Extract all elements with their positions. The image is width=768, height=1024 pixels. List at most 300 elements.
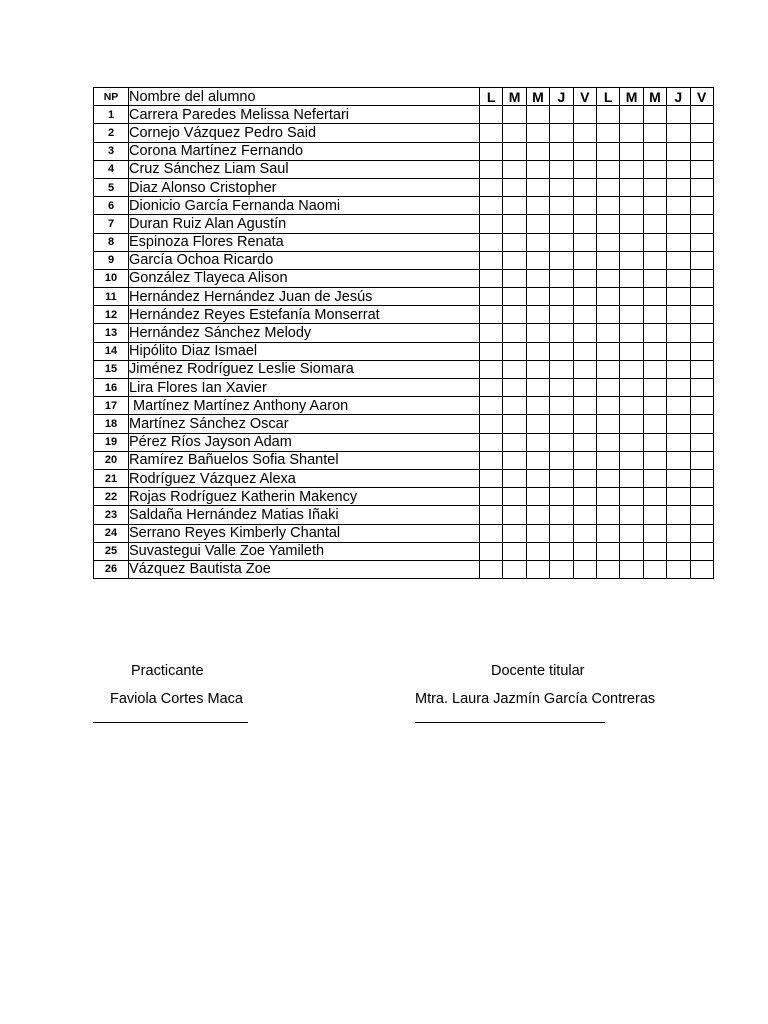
attendance-cell xyxy=(596,506,619,524)
day-header: V xyxy=(573,88,596,106)
attendance-cell xyxy=(503,542,526,560)
attendance-cell xyxy=(690,560,713,578)
attendance-cell xyxy=(643,469,666,487)
attendance-cell xyxy=(667,342,690,360)
attendance-cell xyxy=(667,160,690,178)
attendance-cell xyxy=(643,197,666,215)
table-row xyxy=(94,106,714,124)
attendance-cell xyxy=(573,360,596,378)
attendance-cell xyxy=(526,106,549,124)
row-number: 9 xyxy=(94,251,129,269)
attendance-cell xyxy=(667,324,690,342)
attendance-cell xyxy=(480,178,503,196)
attendance-cell xyxy=(573,469,596,487)
table-row xyxy=(94,306,714,324)
attendance-cell xyxy=(503,178,526,196)
attendance-cell xyxy=(620,451,643,469)
attendance-cell xyxy=(667,142,690,160)
attendance-cell xyxy=(690,215,713,233)
table-row xyxy=(94,197,714,215)
attendance-cell xyxy=(550,288,573,306)
attendance-cell xyxy=(620,433,643,451)
attendance-cell xyxy=(596,197,619,215)
table-body xyxy=(94,106,714,579)
attendance-cell xyxy=(480,415,503,433)
table-row xyxy=(94,178,714,196)
attendance-cell xyxy=(690,251,713,269)
attendance-cell xyxy=(620,106,643,124)
attendance-cell xyxy=(573,160,596,178)
table-row xyxy=(94,469,714,487)
attendance-cell xyxy=(667,524,690,542)
practicante-role-label: Practicante xyxy=(131,663,204,679)
attendance-cell xyxy=(480,379,503,397)
attendance-cell xyxy=(596,451,619,469)
attendance-cell xyxy=(643,360,666,378)
row-number: 24 xyxy=(94,524,129,542)
attendance-cell xyxy=(503,433,526,451)
attendance-cell xyxy=(620,251,643,269)
attendance-cell xyxy=(596,560,619,578)
attendance-cell xyxy=(526,197,549,215)
student-name: García Ochoa Ricardo xyxy=(129,251,480,269)
student-name: Hernández Reyes Estefanía Monserrat xyxy=(129,306,480,324)
attendance-cell xyxy=(643,142,666,160)
row-number: 15 xyxy=(94,360,129,378)
day-header: M xyxy=(643,88,666,106)
attendance-cell xyxy=(690,524,713,542)
attendance-cell xyxy=(620,288,643,306)
attendance-cell xyxy=(643,506,666,524)
attendance-cell xyxy=(573,251,596,269)
attendance-cell xyxy=(667,469,690,487)
student-name: Martínez Martínez Anthony Aaron xyxy=(129,397,480,415)
attendance-cell xyxy=(550,215,573,233)
attendance-cell xyxy=(480,342,503,360)
attendance-cell xyxy=(690,324,713,342)
attendance-cell xyxy=(690,160,713,178)
attendance-cell xyxy=(690,106,713,124)
attendance-cell xyxy=(503,524,526,542)
attendance-cell xyxy=(550,379,573,397)
attendance-cell xyxy=(526,451,549,469)
attendance-cell xyxy=(620,506,643,524)
attendance-cell xyxy=(480,160,503,178)
table-row xyxy=(94,142,714,160)
attendance-cell xyxy=(526,360,549,378)
attendance-cell xyxy=(690,178,713,196)
attendance-cell xyxy=(503,560,526,578)
row-number: 1 xyxy=(94,106,129,124)
student-name: Rodríguez Vázquez Alexa xyxy=(129,469,480,487)
attendance-cell xyxy=(573,106,596,124)
docente-name: Mtra. Laura Jazmín García Contreras xyxy=(415,691,656,707)
attendance-cell xyxy=(690,542,713,560)
table-row xyxy=(94,233,714,251)
attendance-cell xyxy=(526,506,549,524)
attendance-cell xyxy=(503,160,526,178)
attendance-cell xyxy=(550,542,573,560)
attendance-cell xyxy=(596,106,619,124)
attendance-cell xyxy=(550,342,573,360)
attendance-cell xyxy=(643,269,666,287)
table-row xyxy=(94,251,714,269)
attendance-cell xyxy=(690,233,713,251)
attendance-cell xyxy=(526,288,549,306)
attendance-cell xyxy=(690,469,713,487)
attendance-cell xyxy=(550,178,573,196)
attendance-cell xyxy=(596,542,619,560)
attendance-cell xyxy=(667,306,690,324)
student-name: Diaz Alonso Cristopher xyxy=(129,178,480,196)
attendance-cell xyxy=(526,306,549,324)
attendance-cell xyxy=(526,433,549,451)
day-header: M xyxy=(620,88,643,106)
day-header: J xyxy=(550,88,573,106)
attendance-cell xyxy=(643,215,666,233)
student-name: Dionicio García Fernanda Naomi xyxy=(129,197,480,215)
table-row xyxy=(94,451,714,469)
attendance-cell xyxy=(596,215,619,233)
attendance-cell xyxy=(503,288,526,306)
attendance-cell xyxy=(526,488,549,506)
attendance-cell xyxy=(573,178,596,196)
attendance-cell xyxy=(573,560,596,578)
attendance-cell xyxy=(526,524,549,542)
attendance-cell xyxy=(550,506,573,524)
row-number: 13 xyxy=(94,324,129,342)
table-row xyxy=(94,379,714,397)
row-number: 16 xyxy=(94,379,129,397)
attendance-cell xyxy=(573,379,596,397)
row-number: 14 xyxy=(94,342,129,360)
attendance-cell xyxy=(480,306,503,324)
student-name: Rojas Rodríguez Katherin Makency xyxy=(129,488,480,506)
table-row xyxy=(94,160,714,178)
attendance-cell xyxy=(596,342,619,360)
student-name: Saldaña Hernández Matias Iñaki xyxy=(129,506,480,524)
attendance-cell xyxy=(667,415,690,433)
attendance-cell xyxy=(620,142,643,160)
attendance-cell xyxy=(596,397,619,415)
row-number: 19 xyxy=(94,433,129,451)
attendance-cell xyxy=(643,233,666,251)
attendance-cell xyxy=(643,542,666,560)
table-row xyxy=(94,560,714,578)
attendance-cell xyxy=(690,197,713,215)
student-name: Vázquez Bautista Zoe xyxy=(129,560,480,578)
attendance-cell xyxy=(503,306,526,324)
attendance-cell xyxy=(550,397,573,415)
attendance-cell xyxy=(620,215,643,233)
attendance-cell xyxy=(596,178,619,196)
attendance-cell xyxy=(667,106,690,124)
attendance-cell xyxy=(620,397,643,415)
attendance-cell xyxy=(596,251,619,269)
student-name: Lira Flores Ian Xavier xyxy=(129,379,480,397)
attendance-cell xyxy=(690,379,713,397)
attendance-cell xyxy=(550,106,573,124)
attendance-cell xyxy=(503,142,526,160)
attendance-cell xyxy=(643,124,666,142)
attendance-cell xyxy=(690,451,713,469)
practicante-signature-line xyxy=(93,722,248,723)
row-number: 20 xyxy=(94,451,129,469)
attendance-cell xyxy=(503,106,526,124)
attendance-cell xyxy=(620,233,643,251)
attendance-cell xyxy=(526,142,549,160)
table-row xyxy=(94,288,714,306)
row-number: 10 xyxy=(94,269,129,287)
attendance-cell xyxy=(643,288,666,306)
attendance-cell xyxy=(620,560,643,578)
table-row xyxy=(94,342,714,360)
student-name: Jiménez Rodríguez Leslie Siomara xyxy=(129,360,480,378)
row-number: 21 xyxy=(94,469,129,487)
attendance-cell xyxy=(480,233,503,251)
attendance-cell xyxy=(480,197,503,215)
attendance-cell xyxy=(667,251,690,269)
attendance-cell xyxy=(573,342,596,360)
attendance-cell xyxy=(550,524,573,542)
docente-role-label: Docente titular xyxy=(491,663,585,679)
attendance-cell xyxy=(620,269,643,287)
day-header: M xyxy=(503,88,526,106)
attendance-cell xyxy=(573,415,596,433)
attendance-cell xyxy=(667,360,690,378)
attendance-cell xyxy=(667,178,690,196)
attendance-cell xyxy=(526,397,549,415)
attendance-cell xyxy=(526,469,549,487)
attendance-cell xyxy=(643,433,666,451)
attendance-cell xyxy=(620,415,643,433)
attendance-cell xyxy=(620,469,643,487)
attendance-cell xyxy=(480,124,503,142)
attendance-cell xyxy=(596,415,619,433)
attendance-cell xyxy=(480,433,503,451)
attendance-cell xyxy=(596,469,619,487)
attendance-cell xyxy=(643,306,666,324)
attendance-cell xyxy=(690,124,713,142)
attendance-cell xyxy=(667,233,690,251)
attendance-cell xyxy=(480,269,503,287)
day-header: J xyxy=(667,88,690,106)
attendance-cell xyxy=(573,124,596,142)
attendance-cell xyxy=(503,469,526,487)
attendance-cell xyxy=(643,106,666,124)
attendance-cell xyxy=(550,451,573,469)
attendance-cell xyxy=(667,124,690,142)
attendance-cell xyxy=(667,215,690,233)
attendance-cell xyxy=(690,415,713,433)
attendance-cell xyxy=(480,488,503,506)
attendance-cell xyxy=(620,124,643,142)
attendance-cell xyxy=(480,251,503,269)
student-name: Duran Ruiz Alan Agustín xyxy=(129,215,480,233)
attendance-cell xyxy=(643,560,666,578)
attendance-cell xyxy=(620,324,643,342)
attendance-cell xyxy=(596,288,619,306)
attendance-cell xyxy=(480,506,503,524)
attendance-cell xyxy=(573,269,596,287)
attendance-cell xyxy=(620,306,643,324)
row-number: 23 xyxy=(94,506,129,524)
row-number: 18 xyxy=(94,415,129,433)
attendance-cell xyxy=(480,215,503,233)
attendance-cell xyxy=(573,288,596,306)
attendance-cell xyxy=(550,469,573,487)
attendance-cell xyxy=(620,360,643,378)
attendance-cell xyxy=(526,269,549,287)
attendance-cell xyxy=(550,142,573,160)
name-header: Nombre del alumno xyxy=(129,88,480,106)
attendance-cell xyxy=(503,233,526,251)
attendance-cell xyxy=(596,233,619,251)
attendance-cell xyxy=(643,397,666,415)
table-row xyxy=(94,433,714,451)
attendance-cell xyxy=(550,251,573,269)
attendance-cell xyxy=(643,160,666,178)
attendance-cell xyxy=(690,488,713,506)
row-number: 2 xyxy=(94,124,129,142)
attendance-cell xyxy=(503,506,526,524)
row-number: 17 xyxy=(94,397,129,415)
row-number: 26 xyxy=(94,560,129,578)
table-row xyxy=(94,524,714,542)
practicante-name: Faviola Cortes Maca xyxy=(110,691,243,707)
attendance-cell xyxy=(596,379,619,397)
student-name: González Tlayeca Alison xyxy=(129,269,480,287)
attendance-cell xyxy=(643,488,666,506)
attendance-cell xyxy=(550,433,573,451)
table-row xyxy=(94,506,714,524)
attendance-cell xyxy=(620,542,643,560)
attendance-cell xyxy=(620,160,643,178)
attendance-cell xyxy=(480,469,503,487)
attendance-cell xyxy=(667,488,690,506)
attendance-table xyxy=(93,87,714,579)
day-header: M xyxy=(526,88,549,106)
attendance-cell xyxy=(667,433,690,451)
table-row xyxy=(94,324,714,342)
row-number: 11 xyxy=(94,288,129,306)
student-name: Martínez Sánchez Oscar xyxy=(129,415,480,433)
attendance-cell xyxy=(596,142,619,160)
attendance-cell xyxy=(596,124,619,142)
attendance-cell xyxy=(550,560,573,578)
row-number: 22 xyxy=(94,488,129,506)
attendance-cell xyxy=(620,379,643,397)
attendance-cell xyxy=(573,306,596,324)
attendance-cell xyxy=(503,360,526,378)
attendance-cell xyxy=(526,233,549,251)
attendance-cell xyxy=(573,524,596,542)
attendance-cell xyxy=(526,560,549,578)
student-name: Corona Martínez Fernando xyxy=(129,142,480,160)
np-header: NP xyxy=(94,88,129,106)
attendance-cell xyxy=(550,324,573,342)
attendance-cell xyxy=(503,415,526,433)
attendance-cell xyxy=(550,415,573,433)
attendance-cell xyxy=(550,306,573,324)
attendance-cell xyxy=(620,524,643,542)
attendance-cell xyxy=(480,524,503,542)
attendance-cell xyxy=(480,288,503,306)
attendance-cell xyxy=(643,524,666,542)
attendance-cell xyxy=(690,288,713,306)
row-number: 3 xyxy=(94,142,129,160)
attendance-cell xyxy=(573,233,596,251)
student-name: Hernández Sánchez Melody xyxy=(129,324,480,342)
attendance-cell xyxy=(643,379,666,397)
attendance-cell xyxy=(573,197,596,215)
day-header: V xyxy=(690,88,713,106)
attendance-cell xyxy=(503,269,526,287)
attendance-cell xyxy=(480,451,503,469)
attendance-cell xyxy=(503,379,526,397)
attendance-cell xyxy=(526,124,549,142)
attendance-cell xyxy=(573,488,596,506)
attendance-cell xyxy=(643,451,666,469)
row-number: 5 xyxy=(94,178,129,196)
student-name: Ramírez Bañuelos Sofia Shantel xyxy=(129,451,480,469)
table-row xyxy=(94,488,714,506)
attendance-cell xyxy=(480,542,503,560)
attendance-cell xyxy=(526,542,549,560)
attendance-cell xyxy=(503,324,526,342)
docente-signature-line xyxy=(415,722,605,723)
attendance-cell xyxy=(550,124,573,142)
attendance-cell xyxy=(550,269,573,287)
attendance-cell xyxy=(526,342,549,360)
attendance-cell xyxy=(573,433,596,451)
attendance-cell xyxy=(690,342,713,360)
attendance-cell xyxy=(620,178,643,196)
attendance-cell xyxy=(550,233,573,251)
attendance-cell xyxy=(573,142,596,160)
attendance-cell xyxy=(620,488,643,506)
attendance-cell xyxy=(526,251,549,269)
row-number: 25 xyxy=(94,542,129,560)
attendance-cell xyxy=(690,433,713,451)
attendance-cell xyxy=(503,397,526,415)
row-number: 6 xyxy=(94,197,129,215)
attendance-cell xyxy=(667,269,690,287)
attendance-cell xyxy=(690,506,713,524)
table-row xyxy=(94,124,714,142)
attendance-cell xyxy=(596,324,619,342)
attendance-cell xyxy=(503,488,526,506)
attendance-cell xyxy=(503,251,526,269)
attendance-cell xyxy=(667,379,690,397)
attendance-cell xyxy=(526,215,549,233)
attendance-cell xyxy=(550,360,573,378)
row-number: 4 xyxy=(94,160,129,178)
attendance-cell xyxy=(573,215,596,233)
attendance-cell xyxy=(667,542,690,560)
student-name: Suvastegui Valle Zoe Yamileth xyxy=(129,542,480,560)
attendance-cell xyxy=(596,306,619,324)
attendance-cell xyxy=(643,251,666,269)
attendance-cell xyxy=(667,506,690,524)
attendance-cell xyxy=(573,542,596,560)
attendance-cell xyxy=(667,197,690,215)
student-name: Espinoza Flores Renata xyxy=(129,233,480,251)
student-name: Carrera Paredes Melissa Nefertari xyxy=(129,106,480,124)
attendance-cell xyxy=(573,451,596,469)
table-row xyxy=(94,415,714,433)
day-header: L xyxy=(596,88,619,106)
